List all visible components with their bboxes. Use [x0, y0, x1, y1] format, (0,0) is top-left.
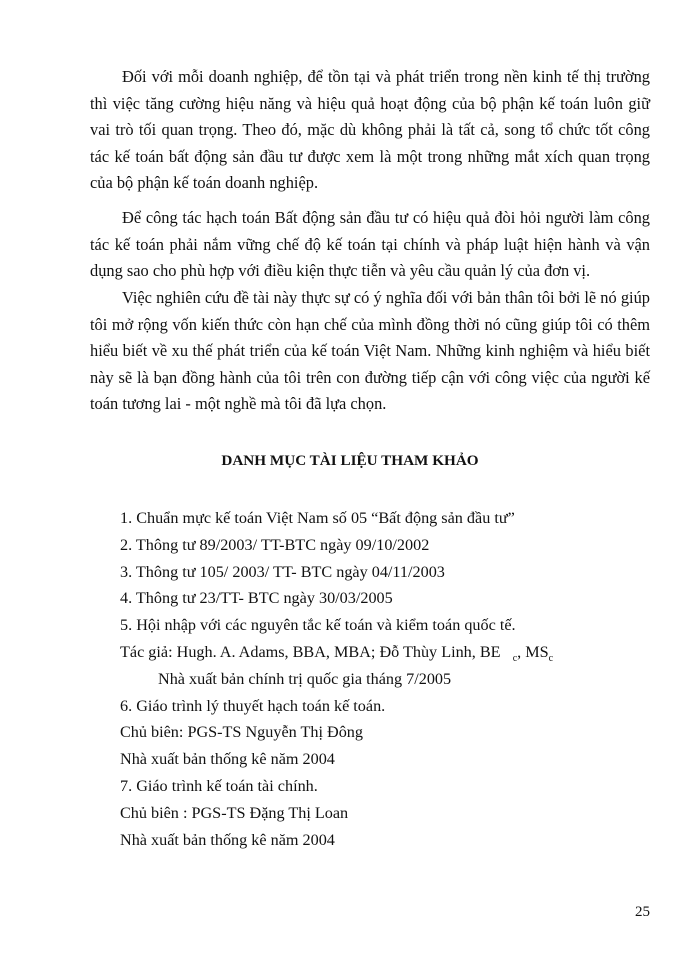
reference-4: 4. Thông tư 23/TT- BTC ngày 30/03/2005 [120, 589, 393, 608]
reference-7-publisher: Nhà xuất bản thống kê năm 2004 [120, 830, 335, 849]
reference-7-editor: Chủ biên : PGS-TS Đặng Thị Loan [120, 803, 349, 822]
references-list [120, 505, 660, 853]
degree-subscript-1: c [512, 652, 518, 664]
paragraph-2: Để công tác hạch toán Bất động sản đầu tư có hiệu quả đòi hỏi người làm công tác kế toán phải nắm vững chế độ kế toán tại chính và pháp luật hiện hành và vận dụng sao cho phù hợp với điều kiện thực tiễn và yêu cầu quản lý của đơn vị. [90, 208, 650, 280]
reference-1: 1. Chuẩn mực kế toán Việt Nam số 05 “Bất động sản đầu tư” [120, 509, 515, 527]
paragraph-1: Đối với mỗi doanh nghiệp, để tồn tại và phát triển trong nền kinh tế thị trường thì việc tăng cường hiệu năng và hiệu quả hoạt động của bộ phận kế toán luôn giữ vai trò tối quan trọng. Theo đó, mặc dù không phải là tất cả, song tổ chức tốt công tác kế toán bất động sản đầu tư được xem là một trong những mắt xích quan trọng của bộ phận kế toán doanh nghiệp. [90, 67, 650, 192]
paragraph-3: Việc nghiên cứu đề tài này thực sự có ý nghĩa đối với bản thân tôi bởi lẽ nó giúp tôi mở rộng vốn kiến thức còn hạn chế của mình đồng thời nó cũng giúp tôi có thêm hiểu biết về xu thế phát triển của kế toán Việt Nam. Những kinh nghiệm và hiểu biết này sẽ là bạn đồng hành của tôi trên con đường tiếp cận với công việc của người kế toán tương lai - một nghề mà tôi đã lựa chọn. [90, 288, 650, 413]
page-number: 25 [635, 904, 650, 920]
references-heading: DANH MỤC TÀI LIỆU THAM KHẢO [221, 452, 479, 469]
degree-subscript-2: c [548, 652, 554, 664]
reference-2: 2. Thông tư 89/2003/ TT-BTC ngày 09/10/2002 [120, 535, 430, 554]
reference-3: 3. Thông tư 105/ 2003/ TT- BTC ngày 04/11/2003 [120, 562, 445, 581]
reference-7: 7. Giáo trình kế toán tài chính. [120, 776, 318, 795]
reference-6-editor: Chủ biên: PGS-TS Nguyễn Thị Đông [120, 723, 363, 742]
author-degree: , MS [517, 642, 549, 661]
reference-5-author [120, 639, 660, 666]
author-text: Tác giả: Hugh. A. Adams, BBA, MBA; Đỗ Thùy Linh, BE [120, 642, 501, 661]
reference-5: 5. Hội nhập với các nguyên tắc kế toán và kiểm toán quốc tế. [120, 616, 516, 635]
reference-6-publisher: Nhà xuất bản thống kê năm 2004 [120, 750, 335, 769]
reference-6: 6. Giáo trình lý thuyết hạch toán kế toán. [120, 696, 386, 715]
reference-5-publisher: Nhà xuất bản chính trị quốc gia tháng 7/2005 [158, 669, 452, 688]
